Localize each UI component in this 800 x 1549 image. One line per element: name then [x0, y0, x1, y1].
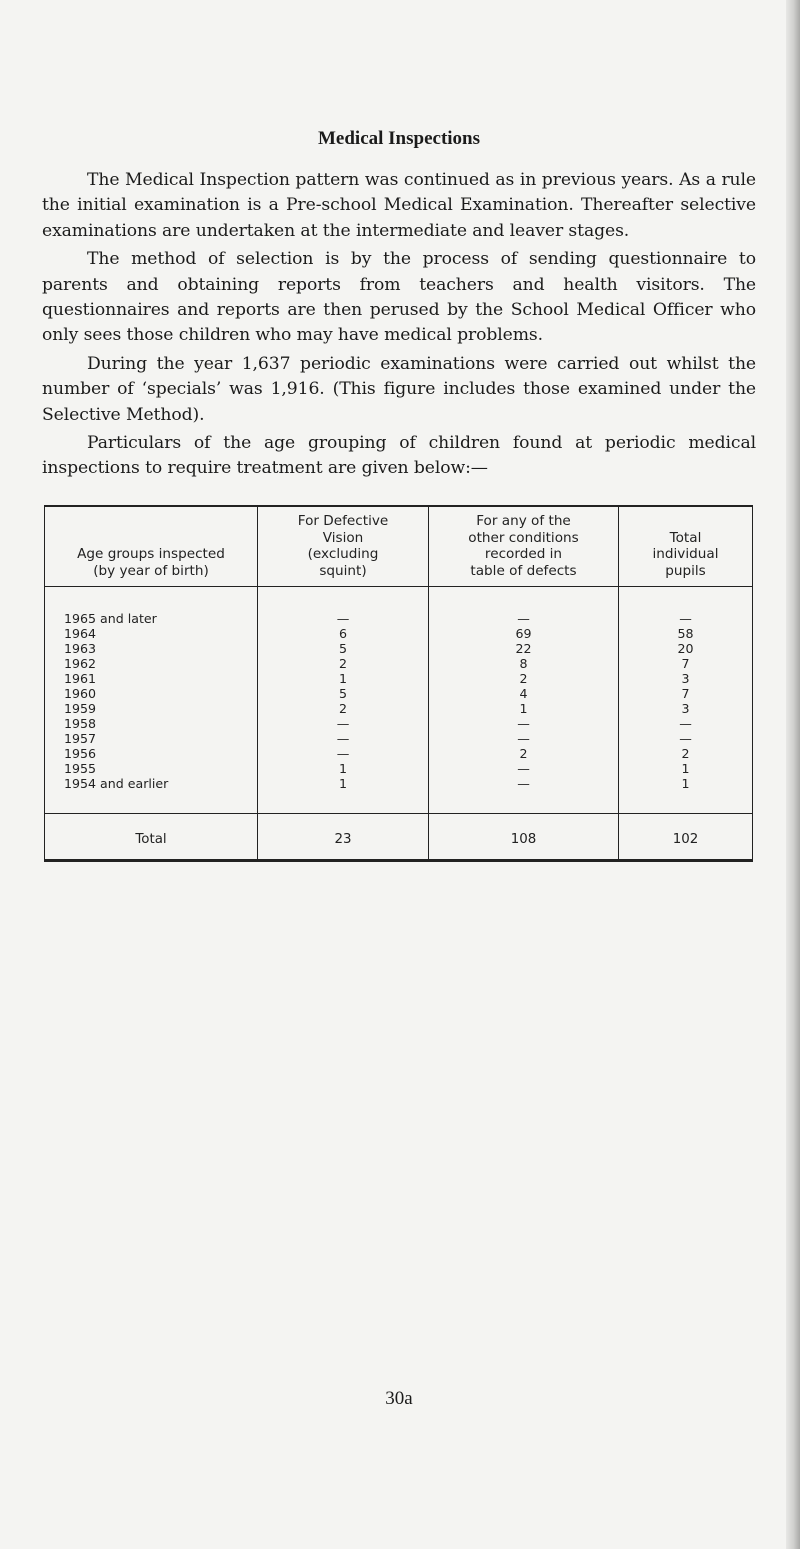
table-cell: 4	[519, 686, 528, 701]
table-cell: 1961	[64, 671, 97, 686]
table-cell: 1	[338, 776, 347, 791]
table-cell: —	[336, 746, 350, 761]
table-cell: 1963	[64, 641, 97, 656]
table-cell: 5	[338, 686, 347, 701]
page-number: 30a	[385, 1388, 413, 1409]
table-cell: 1958	[64, 716, 97, 731]
table-cell: 3	[681, 701, 690, 716]
age-group-column	[45, 587, 258, 814]
table-total-row	[45, 814, 753, 861]
total-other-conditions: 108	[429, 814, 619, 861]
table-cell: —	[679, 716, 692, 731]
defective-vision-column	[258, 587, 429, 814]
paragraph-1: The Medical Inspection pattern was continued as in previous years. As a rule the initial examination is a Pre-school Medical Examination. Thereafter selective examinations are undertaken at the intermediate and leaver stages.	[42, 170, 756, 241]
table-cell: —	[679, 611, 692, 626]
table-cell: 1965 and later	[64, 611, 157, 626]
table-cell: 22	[515, 641, 532, 656]
age-group-table	[44, 505, 753, 862]
table-cell: —	[336, 716, 350, 731]
body-text	[42, 168, 756, 485]
table-data-row	[45, 587, 753, 814]
table-cell: 5	[338, 641, 347, 656]
table-cell: 1964	[64, 626, 97, 641]
table-cell: 69	[515, 626, 532, 641]
total-individual-pupils: 102	[619, 814, 753, 861]
other-conditions-column	[429, 587, 619, 814]
scan-edge-shadow	[786, 0, 800, 1549]
table-cell: 1955	[64, 761, 97, 776]
table-cell: —	[336, 731, 350, 746]
table-cell: 1	[681, 761, 690, 776]
header-other-conditions: For any of the other conditions recorded in table of defects	[429, 506, 619, 587]
table-cell: —	[517, 611, 530, 626]
table-cell: 1	[519, 701, 528, 716]
page-title: Medical Inspections	[317, 128, 481, 149]
table-cell: 1	[681, 776, 690, 791]
table-cell: 1957	[64, 731, 97, 746]
table-cell: 1954 and earlier	[64, 776, 169, 791]
table-cell: —	[517, 716, 530, 731]
table-cell: 1	[338, 671, 347, 686]
header-age-groups: Age groups inspected (by year of birth)	[45, 506, 258, 587]
table-cell: 7	[681, 686, 690, 701]
table-cell: 6	[338, 626, 347, 641]
paragraph-3: During the year 1,637 periodic examinations were carried out whilst the number of ‘specials’ was 1,916. (This figure includes those examined under the Selective Method).	[42, 353, 756, 425]
table-cell: —	[517, 731, 530, 746]
age-group-table-wrapper	[44, 505, 752, 862]
table-cell: 1	[338, 761, 347, 776]
table-cell: —	[679, 731, 692, 746]
table-cell: 2	[519, 746, 528, 761]
total-pupils-column	[619, 587, 753, 814]
paragraph-4: Particulars of the age grouping of children found at periodic medical inspections to require treatment are given below:—	[42, 433, 756, 479]
header-total-pupils: Total individual pupils	[619, 506, 753, 587]
table-cell: —	[517, 776, 530, 791]
table-cell: 7	[681, 656, 690, 671]
paragraph-2: The method of selection is by the process of sending questionnaire to parents and obtaining reports from teachers and health visitors. The questionnaires and reports are then perused by the School Medical Officer who only sees those children who may have medical problems.	[42, 249, 756, 346]
table-cell: 2	[681, 746, 690, 761]
table-cell: 8	[519, 656, 528, 671]
table-cell: 3	[681, 671, 690, 686]
table-cell: 1960	[64, 686, 97, 701]
table-cell: 1959	[64, 701, 97, 716]
table-cell: 20	[677, 641, 694, 656]
table-cell: —	[336, 611, 350, 626]
table-cell: 58	[677, 626, 694, 641]
table-cell: 2	[519, 671, 528, 686]
header-defective-vision: For Defective Vision (excluding squint)	[258, 506, 429, 587]
table-cell: 2	[338, 701, 347, 716]
total-label: Total	[45, 814, 258, 861]
table-cell: 1962	[64, 656, 97, 671]
table-cell: 1956	[64, 746, 97, 761]
table-cell: —	[517, 761, 530, 776]
table-cell: 2	[338, 656, 347, 671]
total-defective-vision: 23	[258, 814, 429, 861]
table-header-row	[45, 506, 753, 587]
